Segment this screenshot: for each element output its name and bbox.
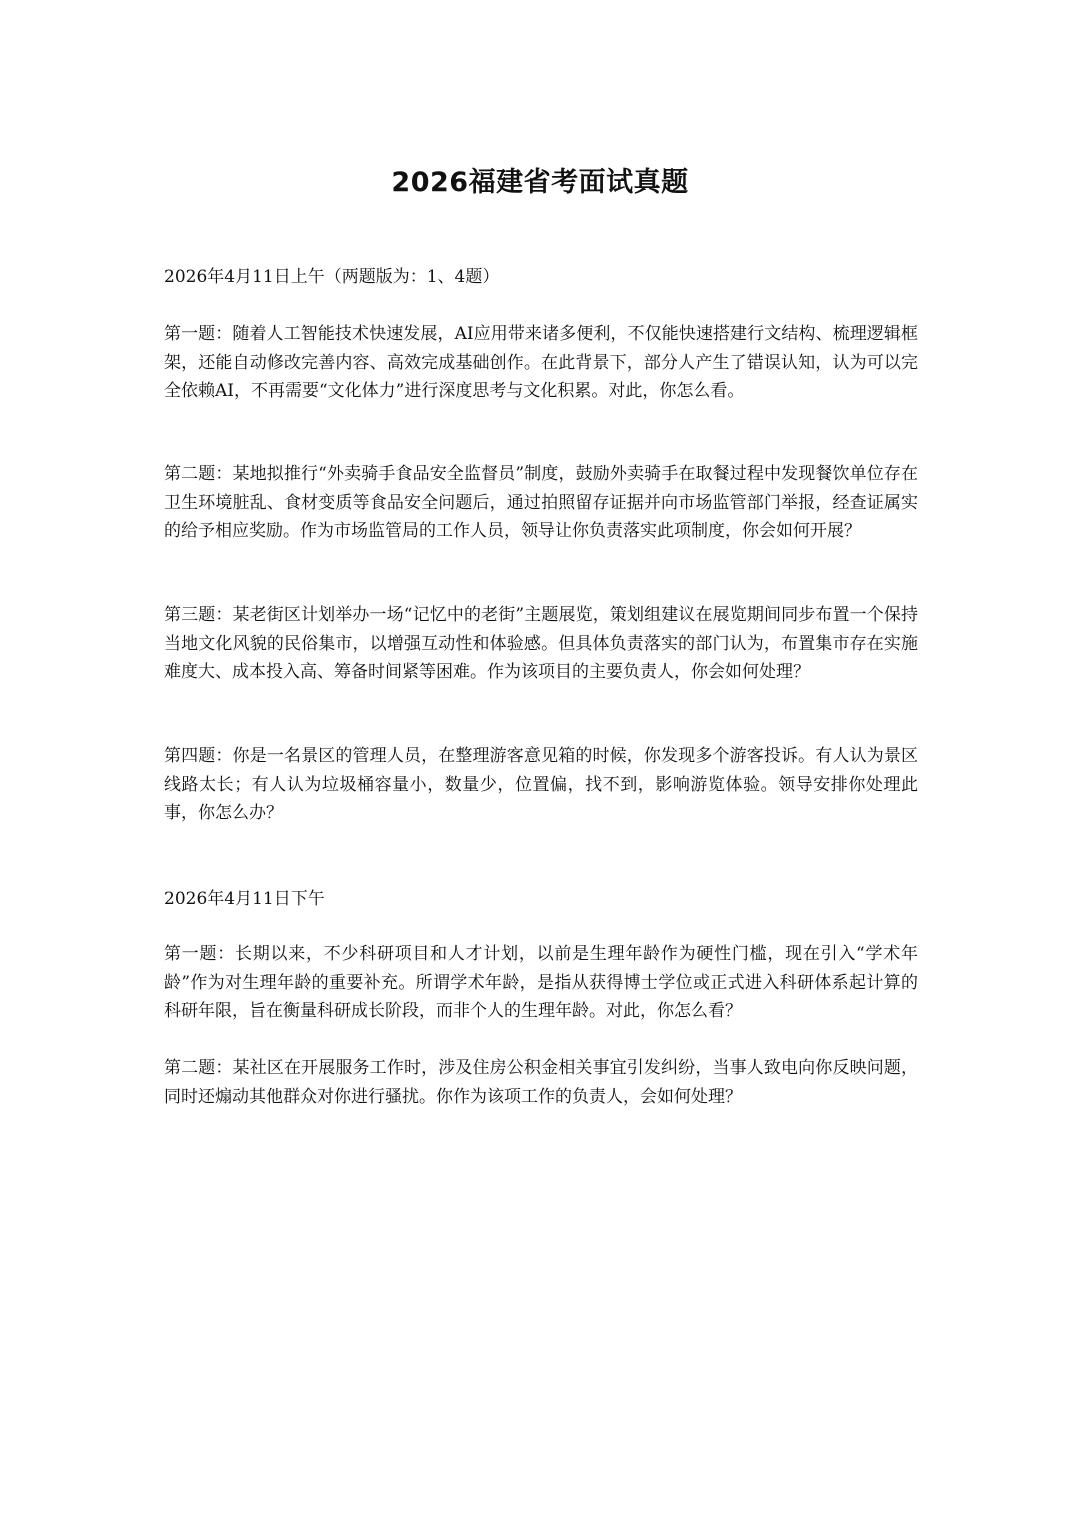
morning-question-1: 第一题：随着人工智能技术快速发展，AI应用带来诸多便利，不仅能快速搭建行文结构、梳理逻辑框架，还能自动修改完善内容、高效完成基础创作。在此背景下，部分人产生了错误认知，认为可以完全依赖AI，不再需要“文化体力”进行深度思考与文化积累。对此，你怎么看。 [164,324,918,401]
afternoon-question-2: 第二题：某社区在开展服务工作时，涉及住房公积金相关事宜引发纠纷，当事人致电向你反映问题，同时还煽动其他群众对你进行骚扰。你作为该项工作的负责人，会如何处理？ [164,1058,918,1107]
morning-question-2: 第二题：某地拟推行“外卖骑手食品安全监督员”制度，鼓励外卖骑手在取餐过程中发现餐饮单位存在卫生环境脏乱、食材变质等食品安全问题后，通过拍照留存证据并向市场监管部门举报，经查证属实的给予相应奖励。作为市场监管局的工作人员，领导让你负责落实此项制度，你会如何开展？ [164,464,918,541]
page-title: 2026福建省考面试真题 [391,167,689,198]
session-heading-morning: 2026年4月11日上午（两题版为：1、4题） [164,267,500,287]
morning-question-4: 第四题：你是一名景区的管理人员，在整理游客意见箱的时候，你发现多个游客投诉。有人认为景区线路太长；有人认为垃圾桶容量小，数量少，位置偏，找不到，影响游览体验。领导安排你处理此事，你怎么办？ [164,746,918,823]
session-heading-afternoon: 2026年4月11日下午 [164,889,325,909]
afternoon-question-1: 第一题：长期以来，不少科研项目和人才计划，以前是生理年龄作为硬性门槛，现在引入“学术年龄”作为对生理年龄的重要补充。所谓学术年龄，是指从获得博士学位或正式进入科研体系起计算的科研年限，旨在衡量科研成长阶段，而非个人的生理年龄。对此，你怎么看？ [164,944,918,1021]
morning-question-3: 第三题：某老街区计划举办一场“记忆中的老街”主题展览，策划组建议在展览期间同步布置一个保持当地文化风貌的民俗集市，以增强互动性和体验感。但具体负责落实的部门认为，布置集市存在实施难度大、成本投入高、筹备时间紧等困难。作为该项目的主要负责人，你会如何处理？ [164,605,918,682]
